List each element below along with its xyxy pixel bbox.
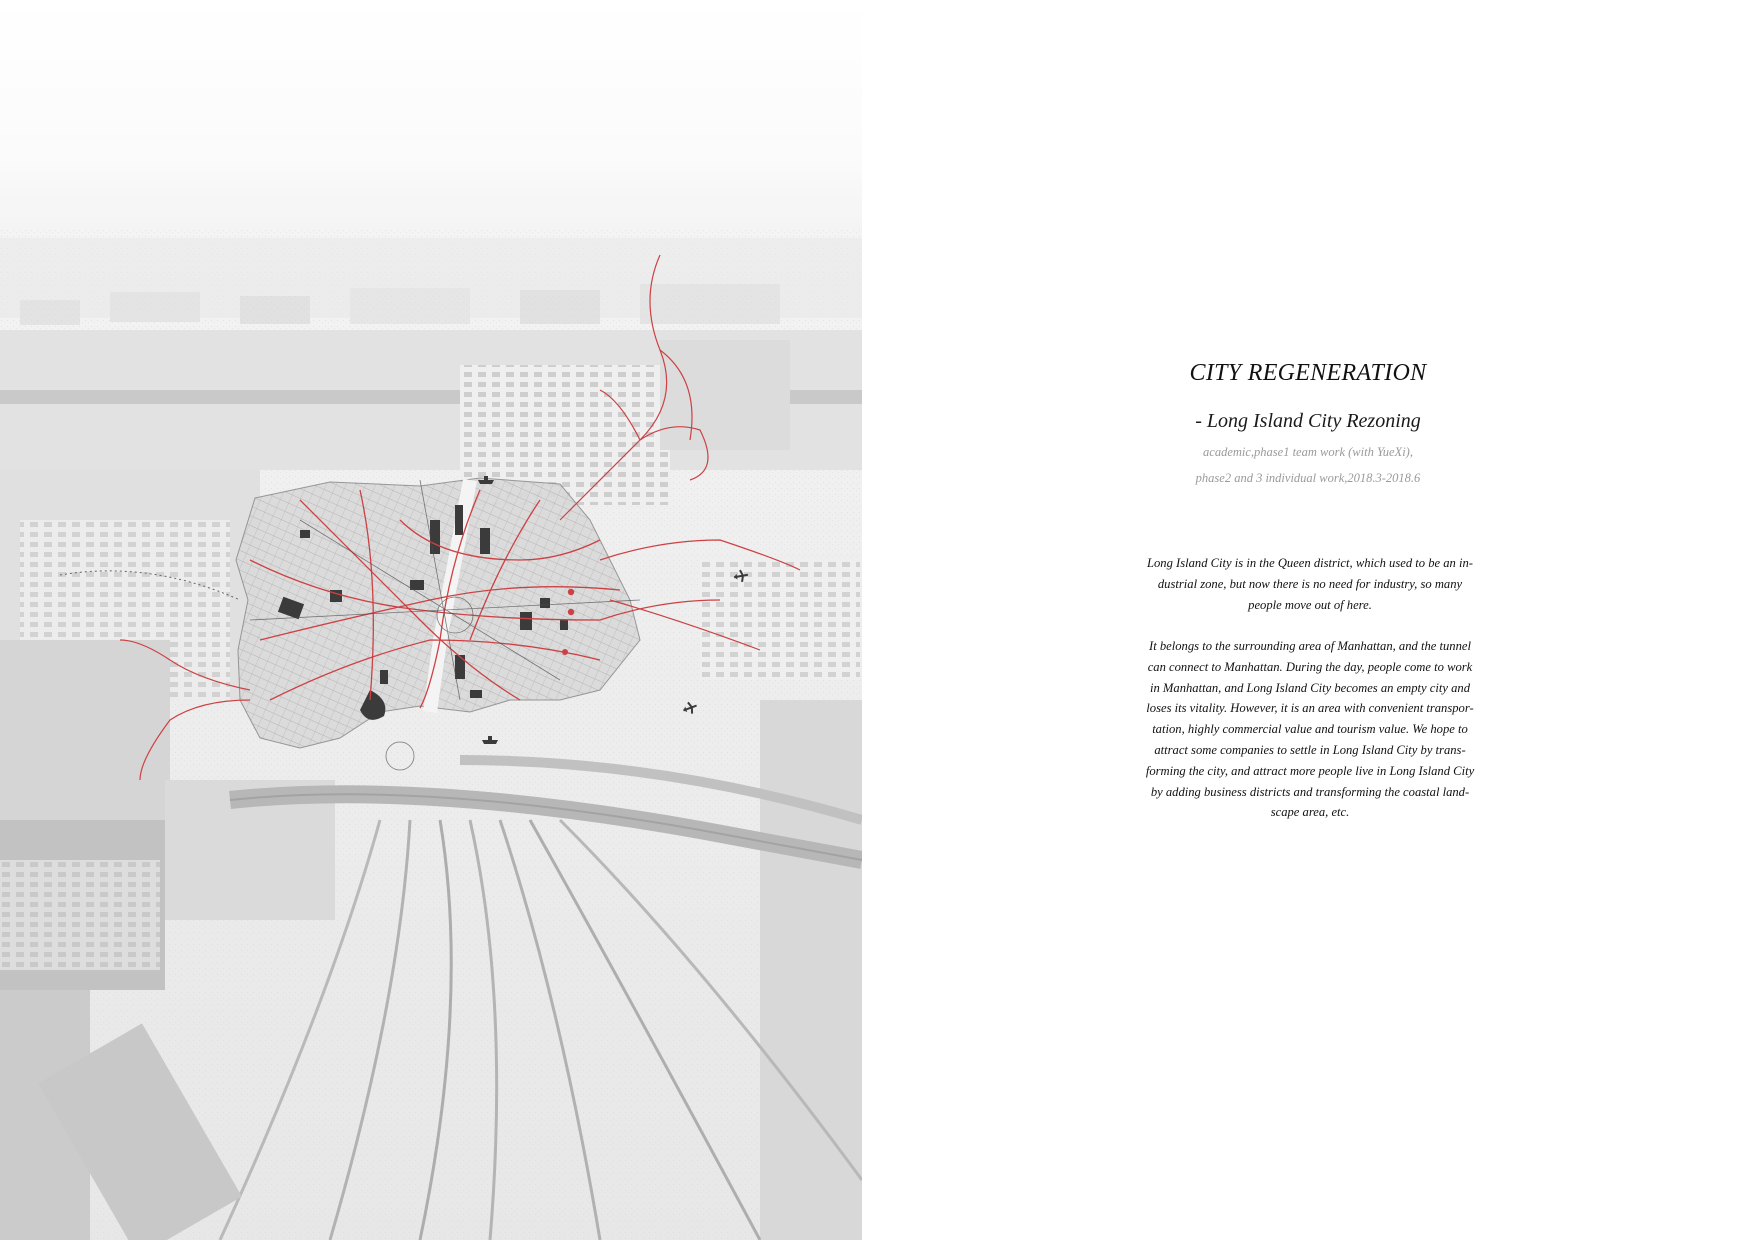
paragraph-line: It belongs to the surrounding area of Manhattan, and the tunnel xyxy=(1149,639,1471,653)
paragraph-line: forming the city, and attract more people live in Long Island City xyxy=(1145,763,1475,778)
page-subtitle: - Long Island City Rezoning xyxy=(1195,410,1421,432)
paragraph-line: loses its vitality. However, it is an area with convenient transpor- xyxy=(1146,701,1474,716)
paragraph-line: scape area, etc. xyxy=(1270,805,1350,820)
paragraph-line: people move out of here. xyxy=(1248,597,1372,612)
aerial-photo xyxy=(0,0,862,1240)
project-meta-line-2: phase2 and 3 individual work,2018.3-2018.6 xyxy=(1195,471,1421,485)
aerial-photo-collage xyxy=(0,0,862,1240)
paragraph-line: by adding business districts and transforming the coastal land- xyxy=(1150,784,1470,799)
description-paragraph-1 xyxy=(1100,553,1520,615)
description-paragraph-2 xyxy=(1100,636,1520,823)
paragraph-line: Long Island City is in the Queen district, which used to be an in- xyxy=(1146,556,1473,570)
paragraph-line: in Manhattan, and Long Island City becomes an empty city and xyxy=(1149,680,1471,695)
paragraph-line: dustrial zone, but now there is no need for industry, so many xyxy=(1157,576,1463,591)
page-title: CITY REGENERATION xyxy=(1189,360,1427,386)
paragraph-line: can connect to Manhattan. During the day, people come to work xyxy=(1147,659,1473,674)
paragraph-line: tation, highly commercial value and tourism value. We hope to xyxy=(1152,722,1468,737)
text-column xyxy=(862,0,1754,1240)
paragraph-line: attract some companies to settle in Long Island City by trans- xyxy=(1154,742,1466,757)
project-meta-line-1: academic,phase1 team work (with YueXi), xyxy=(1203,445,1413,459)
